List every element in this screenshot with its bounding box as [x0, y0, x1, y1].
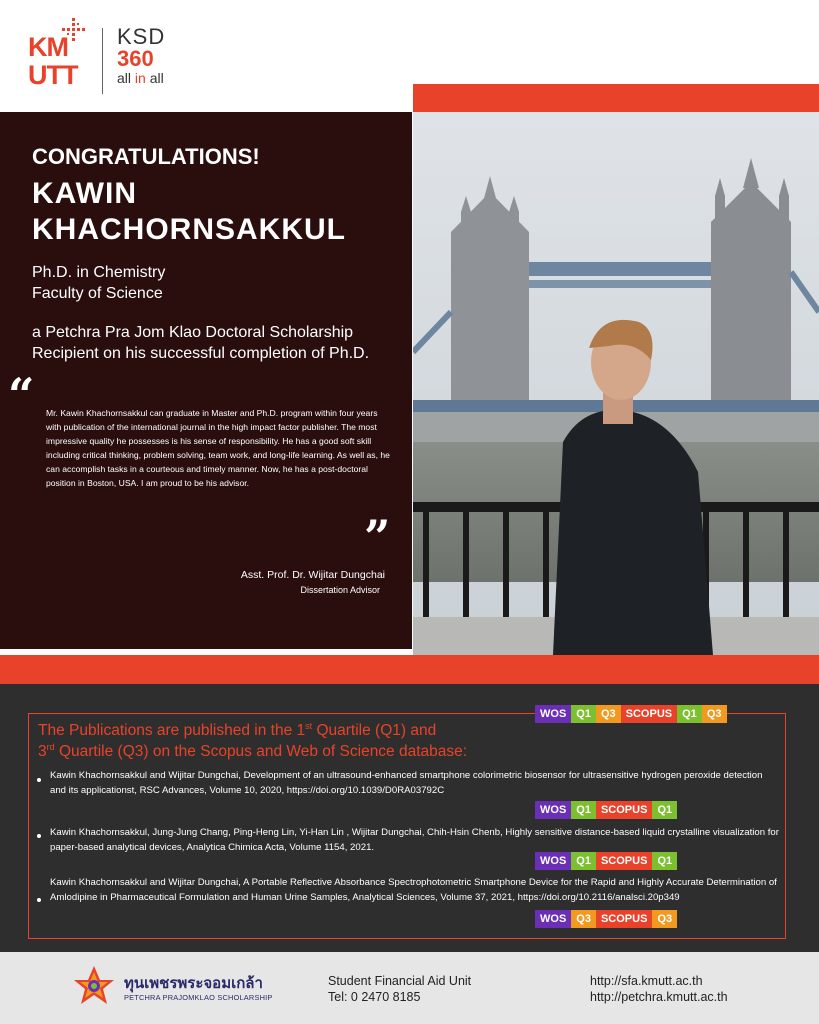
badge-wos: WOS	[535, 852, 571, 870]
kmutt-logo	[28, 18, 94, 88]
kmutt-logo-utt: UTT	[28, 60, 78, 90]
advisor-name: Asst. Prof. Dr. Wijitar Dungchai	[240, 569, 385, 581]
badge-q3: Q3	[571, 910, 596, 928]
unit-name: Student Financial Aid Unit	[328, 974, 472, 988]
badge-scopus: SCOPUS	[621, 705, 677, 723]
scholarship-info	[32, 322, 369, 364]
graduate-name-last: KHACHORNSAKKUL	[32, 213, 346, 246]
advisor-testimonial: Mr. Kawin Khachornsakkul can graduate in Master and Ph.D. program within four years with publication of the international journal in the high impact factor publisher. The most impressive quality he possesses is his sense of responsibility. He has a good soft skill including critical thinking, problem solving, team work, and long-life learning. As well as, he can accomplish tasks in a courteous and timely manner. Now, he has a post-doctoral position in Boston, USA. I am proud to be his advisor.	[46, 408, 390, 488]
badge-q1: Q1	[571, 705, 596, 723]
tower-bridge-photo	[413, 112, 819, 655]
badge-q3: Q3	[652, 910, 677, 928]
publication-item-1: Kawin Khachornsakkul and Wijitar Dungchai, Development of an ultrasound-enhanced smartphone colorimetric biosensor for ultrasensitive hydrogen peroxide detection and its applicationst, RSC Advances, Volume 10, 2020, https://doi.org/10.1039/D0RA03792C	[50, 770, 763, 796]
publications-title: The Publications are published in the 1st Quartile (Q1) and 3rd Quartile (Q3) on the Scopus and Web of Science database:	[38, 720, 468, 760]
bullet-icon	[37, 778, 41, 782]
link-petchra[interactable]: http://petchra.kmutt.ac.th	[590, 990, 728, 1004]
scholarship-line-2: Recipient on his successful completion of Ph.D.	[32, 345, 370, 362]
close-quote-icon: ”	[364, 510, 391, 564]
badge-wos: WOS	[535, 801, 571, 819]
degree-faculty: Faculty of Science	[32, 285, 163, 302]
link-sfa[interactable]: http://sfa.kmutt.ac.th	[590, 974, 703, 988]
ksd360-logo	[117, 26, 187, 96]
scholarship-name-english: PETCHRA PRAJOMKLAO SCHOLARSHIP	[124, 993, 273, 1002]
badge-q3: Q3	[702, 705, 727, 723]
open-quote-icon: “	[8, 368, 35, 422]
bullet-icon	[37, 834, 41, 838]
scholarship-line-1: a Petchra Pra Jom Klao Doctoral Scholarship	[32, 324, 354, 341]
badge-q3: Q3	[596, 705, 621, 723]
ksd-tagline: all in all	[117, 70, 164, 86]
badge-scopus: SCOPUS	[596, 910, 652, 928]
badge-q1: Q1	[677, 705, 702, 723]
publication-item-2: Kawin Khachornsakkul, Jung-Jung Chang, Ping-Heng Lin, Yi-Han Lin , Wijitar Dungchai, Chih-Hsin Chenb, Highly sensitive distance-based liquid crystalline visualization for paper-based analytical devices, Analytica Chimica Acta, Volume 1154, 2021.	[50, 827, 779, 853]
congrats-heading: CONGRATULATIONS!	[32, 144, 260, 169]
badge-scopus: SCOPUS	[596, 852, 652, 870]
graduate-photo	[413, 112, 819, 655]
badge-q1: Q1	[571, 801, 596, 819]
publication-1-badges	[535, 801, 677, 819]
red-accent-bar-top	[413, 84, 819, 112]
header-divider	[102, 28, 103, 94]
contact-info	[328, 973, 471, 1005]
degree-info	[32, 262, 165, 304]
bullet-icon	[37, 898, 41, 902]
advisor-title: Dissertation Advisor	[300, 585, 380, 595]
badge-scopus: SCOPUS	[596, 801, 652, 819]
website-links	[590, 973, 728, 1005]
badge-q1: Q1	[652, 852, 677, 870]
publication-3-badges	[535, 910, 677, 928]
graduate-name	[32, 176, 402, 248]
telephone: Tel: 0 2470 8185	[328, 990, 421, 1004]
badge-q1: Q1	[652, 801, 677, 819]
degree-program: Ph.D. in Chemistry	[32, 264, 166, 281]
red-accent-bar-bottom	[0, 655, 819, 684]
publication-2-badges	[535, 852, 677, 870]
badge-q1: Q1	[571, 852, 596, 870]
graduate-name-first: KAWIN	[32, 177, 137, 210]
kmutt-logo-km: KM	[28, 32, 68, 62]
badge-wos: WOS	[535, 705, 571, 723]
summary-badges	[535, 705, 727, 723]
scholarship-name-thai: ทุนเพชรพระจอมเกล้า	[124, 974, 263, 992]
ksd-text: KSD	[117, 24, 166, 49]
petchra-scholarship-logo-icon	[72, 964, 116, 1008]
ksd-360-text: 360	[117, 46, 154, 71]
badge-wos: WOS	[535, 910, 571, 928]
publication-item-3: Kawin Khachornsakkul and Wijitar Dungchai, A Portable Reflective Absorbance Spectrophotometric Smartphone Device for the Rapid and Highly Accurate Determination of Amlodipine in Pharmaceutical Formulation and Human Urine Samples, Analytical Sciences, Volume 37, 2021, https://doi.org/10.2116/analsci.20p349	[50, 877, 777, 903]
